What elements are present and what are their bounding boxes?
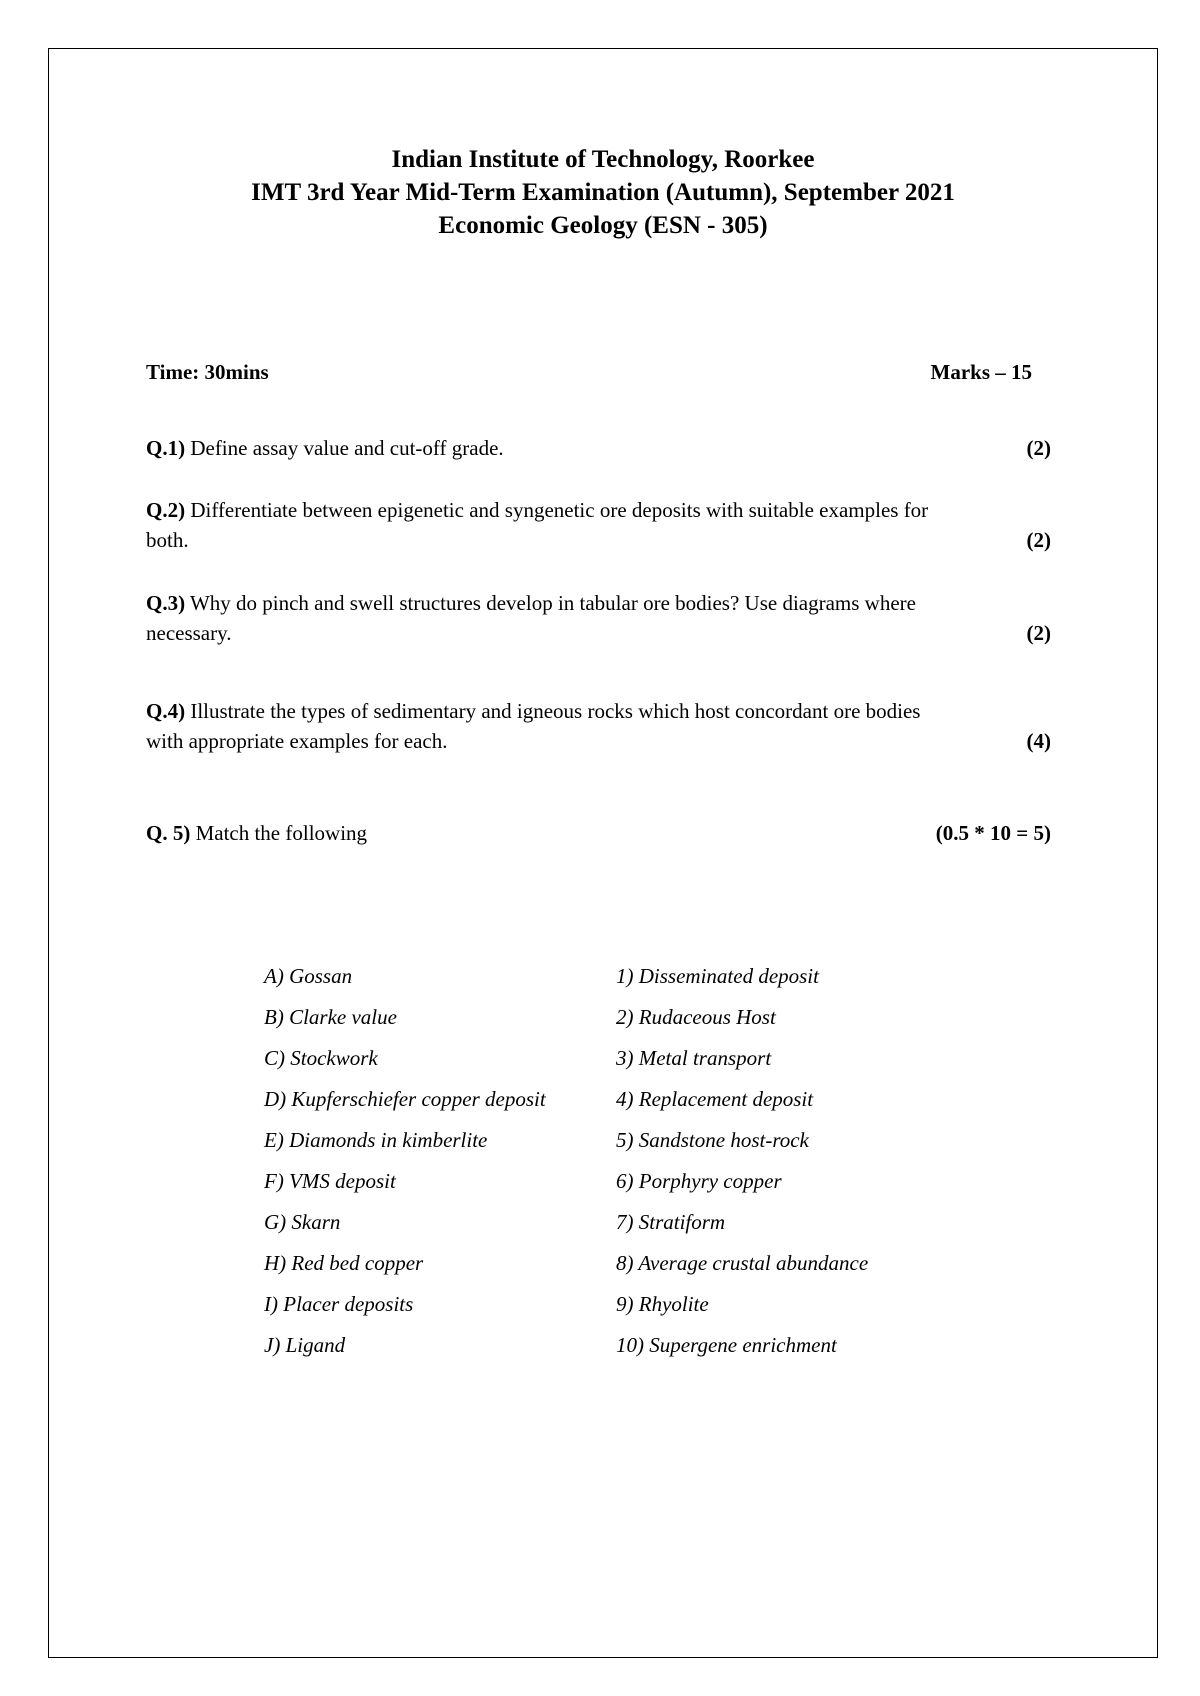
question-3 bbox=[146, 588, 1051, 648]
course-title: Economic Geology (ESN - 305) bbox=[438, 212, 768, 239]
question-text: Match the following bbox=[190, 821, 368, 845]
match-left-item: J) Ligand bbox=[264, 1333, 346, 1357]
match-left-item: E) Diamonds in kimberlite bbox=[264, 1128, 488, 1152]
time-limit: Time: 30mins bbox=[146, 360, 269, 384]
total-marks: Marks – 15 bbox=[930, 360, 1032, 384]
match-row bbox=[264, 1079, 868, 1120]
match-right-item: 4) Replacement deposit bbox=[616, 1087, 814, 1111]
question-5 bbox=[146, 818, 1051, 848]
question-number: Q.2) bbox=[146, 498, 186, 522]
match-row bbox=[264, 1243, 868, 1284]
match-row bbox=[264, 1161, 868, 1202]
match-table bbox=[264, 956, 868, 1366]
match-row bbox=[264, 1038, 868, 1079]
match-row bbox=[264, 1120, 868, 1161]
match-left-item: B) Clarke value bbox=[264, 1005, 397, 1029]
question-text: Differentiate between epigenetic and syngenetic ore deposits with suitable examples for bbox=[185, 498, 929, 522]
question-text: Illustrate the types of sedimentary and igneous rocks which host concordant ore bodies bbox=[185, 699, 921, 723]
match-right-item: 8) Average crustal abundance bbox=[616, 1251, 869, 1275]
match-right-item: 2) Rudaceous Host bbox=[616, 1005, 776, 1029]
question-marks: (0.5 * 10 = 5) bbox=[935, 821, 1051, 845]
match-right-item: 1) Disseminated deposit bbox=[616, 964, 819, 988]
match-row bbox=[264, 1284, 868, 1325]
match-right-item: 9) Rhyolite bbox=[616, 1292, 709, 1316]
match-left-item: D) Kupferschiefer copper deposit bbox=[264, 1087, 546, 1111]
question-marks: (4) bbox=[1026, 729, 1051, 753]
question-text: Why do pinch and swell structures develop in tabular ore bodies? Use diagrams where bbox=[185, 591, 916, 615]
question-text-continued: with appropriate examples for each. bbox=[146, 729, 448, 753]
match-row bbox=[264, 1325, 868, 1366]
page-border bbox=[48, 48, 1158, 1658]
question-marks: (2) bbox=[1026, 528, 1051, 552]
question-number: Q.4) bbox=[146, 699, 186, 723]
match-right-item: 3) Metal transport bbox=[616, 1046, 772, 1070]
question-marks: (2) bbox=[1026, 621, 1051, 645]
match-row bbox=[264, 1202, 868, 1243]
question-2 bbox=[146, 495, 1051, 555]
match-left-item: A) Gossan bbox=[264, 964, 353, 988]
match-row bbox=[264, 997, 868, 1038]
match-right-item: 6) Porphyry copper bbox=[616, 1169, 782, 1193]
match-row bbox=[264, 956, 868, 997]
match-left-item: H) Red bed copper bbox=[264, 1251, 424, 1275]
match-left-item: I) Placer deposits bbox=[264, 1292, 414, 1316]
question-text-continued: both. bbox=[146, 528, 189, 552]
match-left-item: C) Stockwork bbox=[264, 1046, 378, 1070]
question-4 bbox=[146, 696, 1051, 756]
institute-name: Indian Institute of Technology, Roorkee bbox=[391, 146, 815, 173]
match-right-item: 10) Supergene enrichment bbox=[616, 1333, 837, 1357]
question-number: Q.1) bbox=[146, 436, 186, 460]
question-text: Define assay value and cut-off grade. bbox=[185, 436, 504, 460]
question-1 bbox=[146, 433, 1051, 463]
question-marks: (2) bbox=[1026, 436, 1051, 460]
question-number: Q.3) bbox=[146, 591, 186, 615]
match-right-item: 7) Stratiform bbox=[616, 1210, 726, 1234]
question-number: Q. 5) bbox=[146, 821, 191, 845]
exam-header bbox=[48, 143, 1158, 242]
match-left-item: G) Skarn bbox=[264, 1210, 341, 1234]
match-left-item: F) VMS deposit bbox=[264, 1169, 396, 1193]
exam-title: IMT 3rd Year Mid-Term Examination (Autumn), September 2021 bbox=[251, 179, 955, 206]
match-right-item: 5) Sandstone host-rock bbox=[616, 1128, 809, 1152]
question-text-continued: necessary. bbox=[146, 621, 232, 645]
